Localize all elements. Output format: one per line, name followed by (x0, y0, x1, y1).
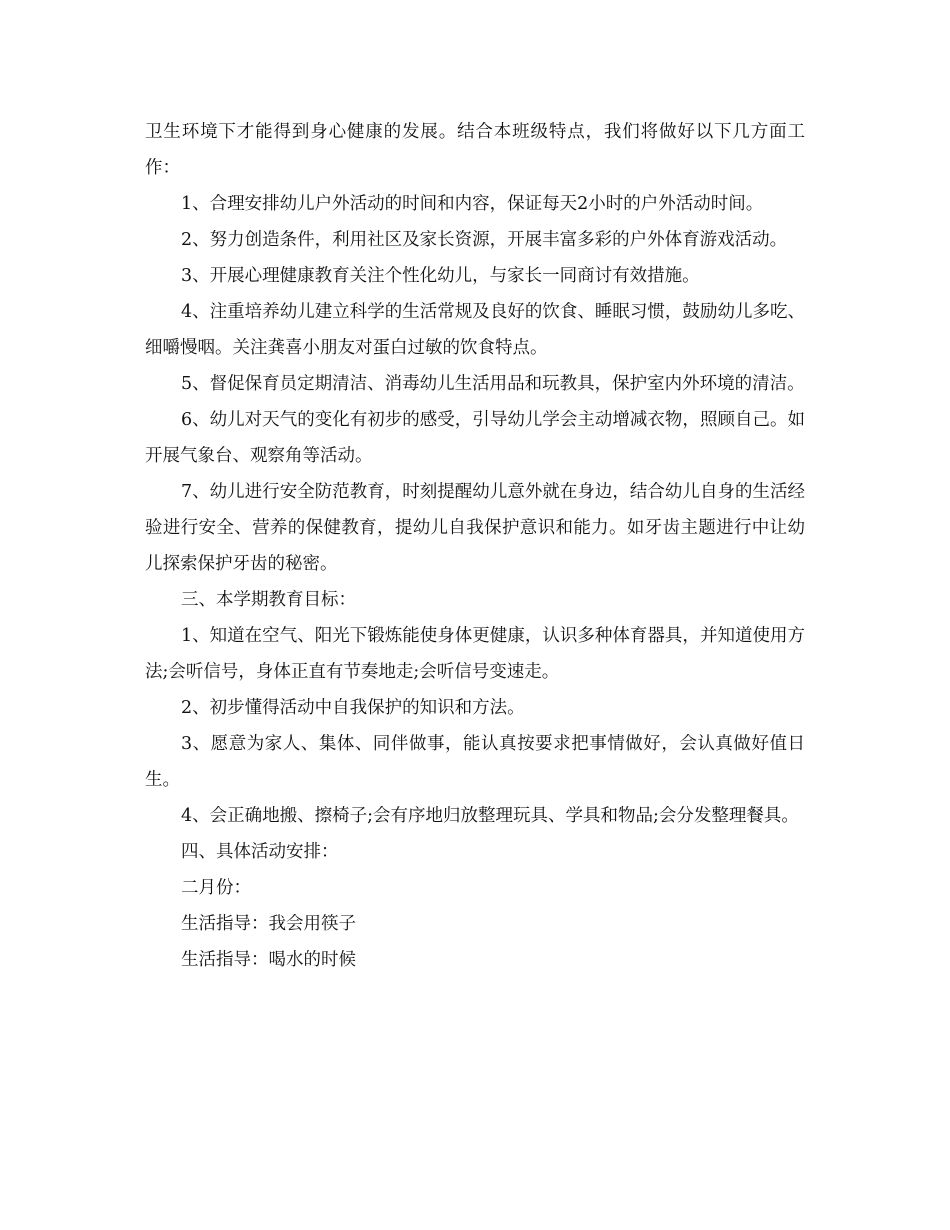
paragraph-item-6: 6、幼儿对天气的变化有初步的感受，引导幼儿学会主动增减衣物，照顾自己。如开展气象台、观察角等活动。 (145, 410, 805, 466)
document-body (145, 114, 805, 978)
paragraph-item-3: 3、开展心理健康教育关注个性化幼儿，与家长一同商讨有效措施。 (181, 266, 700, 286)
goal-item-2: 2、初步懂得活动中自我保护的知识和方法。 (181, 698, 525, 718)
paragraph-item-2: 2、努力创造条件，利用社区及家长资源，开展丰富多彩的户外体育游戏活动。 (181, 230, 788, 250)
paragraph-continuation: 卫生环境下才能得到身心健康的发展。结合本班级特点，我们将做好以下几方面工作： (145, 122, 805, 178)
paragraph-item-5: 5、督促保育员定期清洁、消毒幼儿生活用品和玩教具，保护室内外环境的清洁。 (181, 374, 805, 394)
goal-item-1: 1、知道在空气、阳光下锻炼能使身体更健康，认识多种体育器具，并知道使用方法;会听信号，身体正直有节奏地走;会听信号变速走。 (145, 626, 805, 682)
paragraph-item-4: 4、注重培养幼儿建立科学的生活常规及良好的饮食、睡眠习惯，鼓励幼儿多吃、细嚼慢咽。关注龚喜小朋友对蛋白过敏的饮食特点。 (145, 302, 805, 358)
paragraph-item-1: 1、合理安排幼儿户外活动的时间和内容，保证每天2小时的户外活动时间。 (181, 194, 764, 214)
paragraph-item-7: 7、幼儿进行安全防范教育，时刻提醒幼儿意外就在身边，结合幼儿自身的生活经验进行安全、营养的保健教育，提幼儿自我保护意识和能力。如牙齿主题进行中让幼儿探索保护牙齿的秘密。 (145, 482, 805, 574)
goal-item-3: 3、愿意为家人、集体、同伴做事，能认真按要求把事情做好，会认真做好值日生。 (145, 734, 805, 790)
activity-item-drinking-water: 生活指导：喝水的时候 (181, 950, 356, 970)
section-heading-goals: 三、本学期教育目标： (181, 590, 356, 610)
goal-item-4: 4、会正确地搬、擦椅子;会有序地归放整理玩具、学具和物品;会分发整理餐具。 (181, 806, 799, 826)
section-heading-activities: 四、具体活动安排： (181, 842, 339, 862)
month-heading-february: 二月份： (181, 878, 251, 898)
activity-item-chopsticks: 生活指导：我会用筷子 (181, 914, 356, 934)
